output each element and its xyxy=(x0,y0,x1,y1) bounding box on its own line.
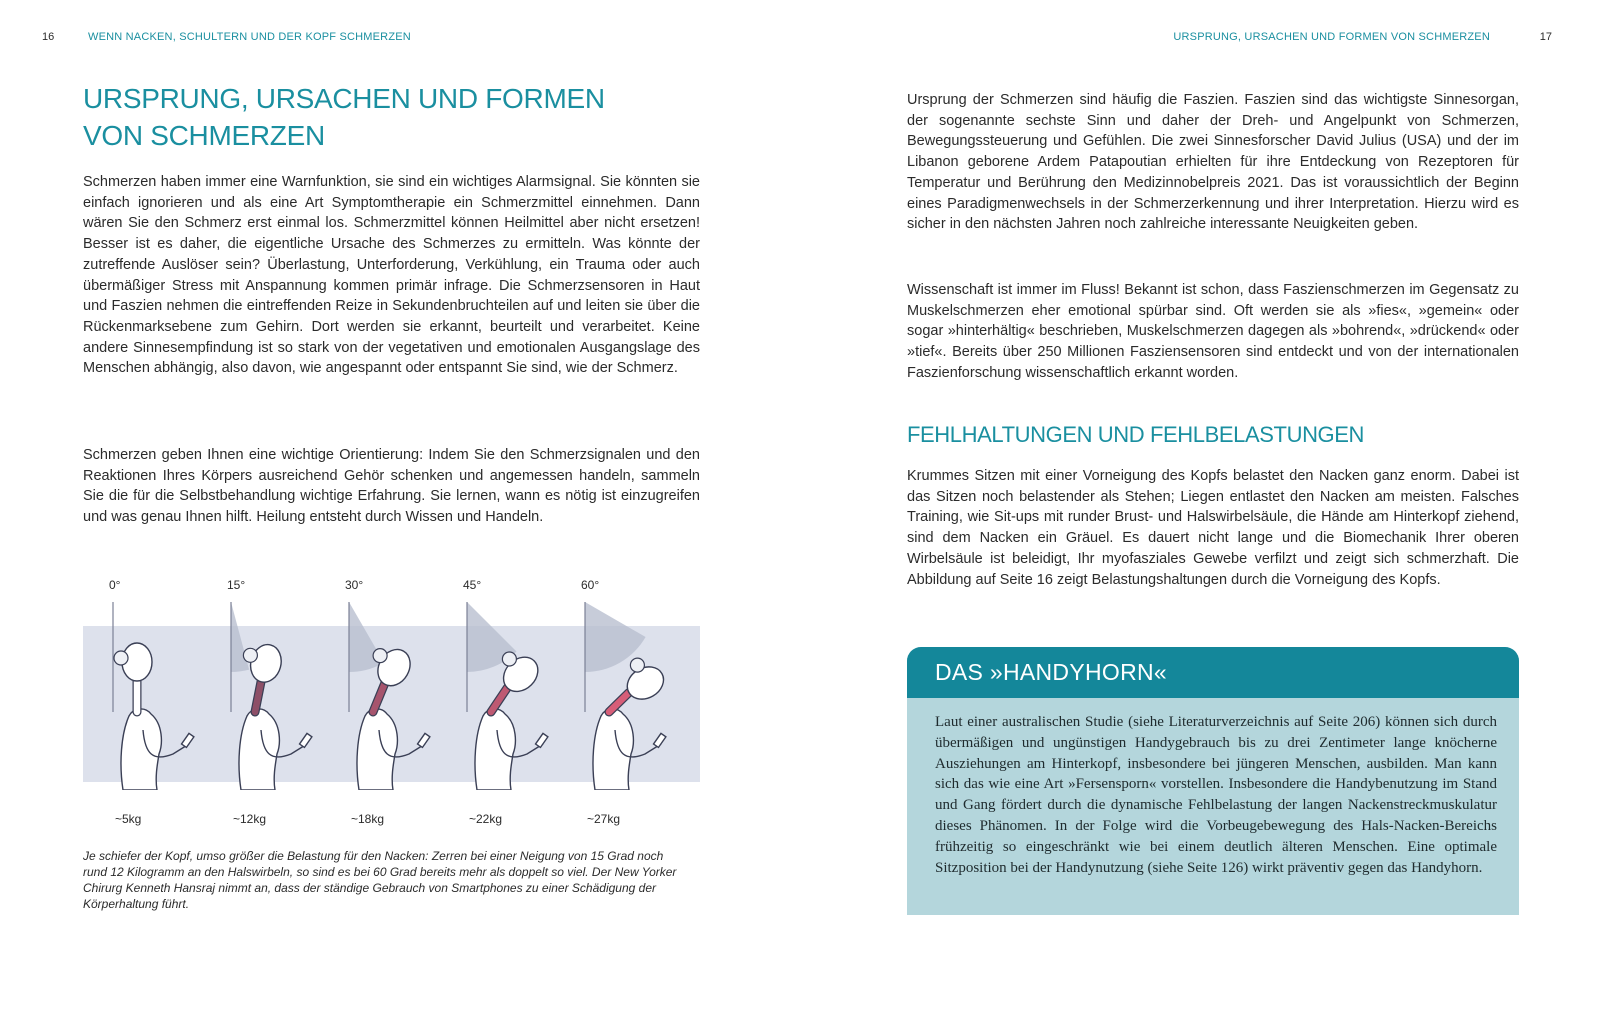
running-head-right: URSPRUNG, URSACHEN UND FORMEN VON SCHMERZEN xyxy=(1173,31,1490,43)
hair-bun xyxy=(243,648,257,662)
head-tilt-figure xyxy=(83,578,700,828)
phone xyxy=(182,733,194,747)
info-box-text: Laut einer australischen Studie (siehe Literaturverzeichnis auf Seite 206) können sich durch übermäßigen und ungünstigen Handygebrauch bis zu drei Zentimeter lange knöcherne Ausziehungen am Hinterkopf, insbesondere bei jüngeren Menschen, ausbilden. Man kann sich das wie eine Art »Fersensporn« vorstellen. Insbesondere die Handybenutzung im Stand und Gang fördert durch die dynamische Fehlbelastung der langen Nackenstreckmuskulatur dieses Phänomen. In der Folge wird die Vorbeugebewegung des Hals-Nacken-Bereichs frühzeitig so eingeschränkt wie bei einem deutlich älteren Menschen. Eine optimale Sitzposition bei der Handynutzung (siehe Seite 126) wirkt präventiv gegen das Handyhorn. xyxy=(935,714,1497,876)
torso xyxy=(475,709,515,790)
right-paragraph-2: Wissenschaft ist immer im Fluss! Bekannt ist schon, dass Faszienschmerzen im Gegensatz zu Muskelschmerzen eher emotional spürbar sind. Oft werden sie als »fies«, »gemein« oder sogar »hinterhältig« beschrieben, Muskelschmerzen dagegen als »bohrend«, »drückend« oder »tief«. Bereits über 250 Millionen Fasziensensoren sind entdeckt und von der internationalen Faszienforschung wissenschaftlich erkannt worden. xyxy=(907,282,1519,381)
angle-label: 45° xyxy=(463,578,482,592)
weight-label: ~27kg xyxy=(587,812,621,826)
chapter-title-line2: VON SCHMERZEN xyxy=(83,120,325,151)
neck-strain xyxy=(491,688,507,712)
info-box-handyhorn xyxy=(907,647,1519,915)
chapter-title xyxy=(83,80,683,154)
weight-label: ~12kg xyxy=(233,812,267,826)
woman-with-phone-illustration xyxy=(211,594,323,790)
section-title: FEHLHALTUNGEN UND FEHLBELASTUNGEN xyxy=(907,422,1365,447)
figure-caption: Je schiefer der Kopf, umso größer die Belastung für den Nacken: Zerren bei einer Neigung von 15 Grad noch rund 12 Kilogramm an den Halswirbeln, so sind es bei 60 Grad bereits mehr als doppelt so viel. Der New Yorker Chirurg Kenneth Hansraj nimmt an, dass der ständige Gebrauch von Smartphones zu einer Schädigung der Körperhaltung führt. xyxy=(83,849,677,911)
head xyxy=(246,641,285,685)
torso xyxy=(357,709,397,790)
chapter-title-line1: URSPRUNG, URSACHEN UND FORMEN xyxy=(83,83,605,114)
torso xyxy=(239,709,279,790)
neck-strain xyxy=(609,693,629,713)
angle-label: 0° xyxy=(109,578,121,592)
page-number-left: 16 xyxy=(42,31,55,43)
page-number-right: 17 xyxy=(1539,31,1552,43)
angle-label: 15° xyxy=(227,578,246,592)
left-paragraph-1: Schmerzen haben immer eine Warnfunktion, sie sind ein wichtiges Alarmsignal. Sie könnten sie einfach ignorieren und als eine Art Symptomtherapie ein Schmerzmittel einnehmen. Dann wären Sie den Schmerz erst einmal los. Schmerzmittel können Heilmittel aber nicht ersetzen! Besser ist es daher, die eigentliche Ursache des Schmerzes zu ermitteln. Was könnte der zutreffende Auslöser sein? Überlastung, Unterforderung, Verkühlung, ein Trauma oder auch übermäßiger Stress mit Anspannung kommen primär infrage. Die Schmerzsensoren in Haut und Faszien nehmen die eintreffenden Reize in Sekundenbruchteilen auf und leiten sie über die Rückenmarksebene zum Gehirn. Dort werden sie erkannt, beurteilt und verarbeitet. Keine andere Sinnesempfindung ist so stark von der vegetativen und emotionalen Ausgangslage des Menschen abhängig, also davon, wie angespannt oder entspannt Sie sind, wie der Schmerz. xyxy=(83,174,700,377)
running-head-left: WENN NACKEN, SCHULTERN UND DER KOPF SCHMERZEN xyxy=(88,31,411,43)
torso xyxy=(121,709,161,790)
phone xyxy=(418,733,430,747)
hair-bun xyxy=(502,652,516,666)
right-paragraph-3: Krummes Sitzen mit einer Vorneigung des Kopfs belastet den Nacken ganz enorm. Dabei ist das Sitzen noch belastender als Stehen; Liegen entlastet den Nacken am meisten. Falsches Training, wie Sit-ups mit runder Brust- und Halswirbelsäule, die Hände am Hinterkopf ziehend, sind dem Nacken ein Gräuel. Es dauert nicht lange und die Biomechanik Ihrer oberen Wirbelsäule ist beleidigt, Ihr myofasziales Gewebe verfilzt und zeigt sich schmerzhaft. Die Abbildung auf Seite 16 zeigt Belastungshaltungen durch die Vorneigung des Kopfs. xyxy=(907,468,1519,588)
hair-bun xyxy=(114,651,128,665)
woman-with-phone-illustration xyxy=(329,594,441,790)
right-paragraph-1: Ursprung der Schmerzen sind häufig die Faszien. Faszien sind das wichtigste Sinnesorgan, der sogenannte sechste Sinn und daher der Dreh- und Angelpunkt von Schmerzen, Bewegungssteuerung und Gefühlen. Die zwei Sinnesforscher David Julius (USA) und der im Libanon geborene Ardem Patapoutian erhielten für ihre Entdeckung von Rezeptoren für Temperatur und Berührung den Medizinnobelpreis 2021. Das ist voraussichtlich der Beginn eines Paradigmenwechsels in der Schmerzerkennung und ihrer Interpretation. Hierzu wird es sicher in den nächsten Jahren noch zahlreiche interessante Neuigkeiten geben. xyxy=(907,92,1519,233)
torso xyxy=(593,709,633,790)
info-box-title: DAS »HANDYHORN« xyxy=(907,647,1519,698)
phone xyxy=(300,733,312,747)
weight-label: ~5kg xyxy=(115,812,142,826)
woman-with-phone-illustration xyxy=(565,594,677,790)
woman-with-phone-illustration xyxy=(447,594,559,790)
angle-label: 60° xyxy=(581,578,600,592)
phone xyxy=(536,733,548,747)
woman-with-phone-illustration xyxy=(93,594,205,790)
angle-label: 30° xyxy=(345,578,364,592)
hair-bun xyxy=(373,649,387,663)
hair-bun xyxy=(630,658,644,672)
weight-label: ~22kg xyxy=(469,812,503,826)
phone xyxy=(654,733,666,747)
weight-label: ~18kg xyxy=(351,812,385,826)
left-paragraph-2: Schmerzen geben Ihnen eine wichtige Orientierung: Indem Sie den Schmerzsignalen und den Reaktionen Ihres Körpers ausreichend Gehör schenken und angemessen handeln, sammeln Sie die für die Selbstbehandlung wichtige Erfahrung. Sie lernen, wann es nötig ist einzugreifen und was genau Ihnen hilft. Heilung entsteht durch Wissen und Handeln. xyxy=(83,447,700,526)
